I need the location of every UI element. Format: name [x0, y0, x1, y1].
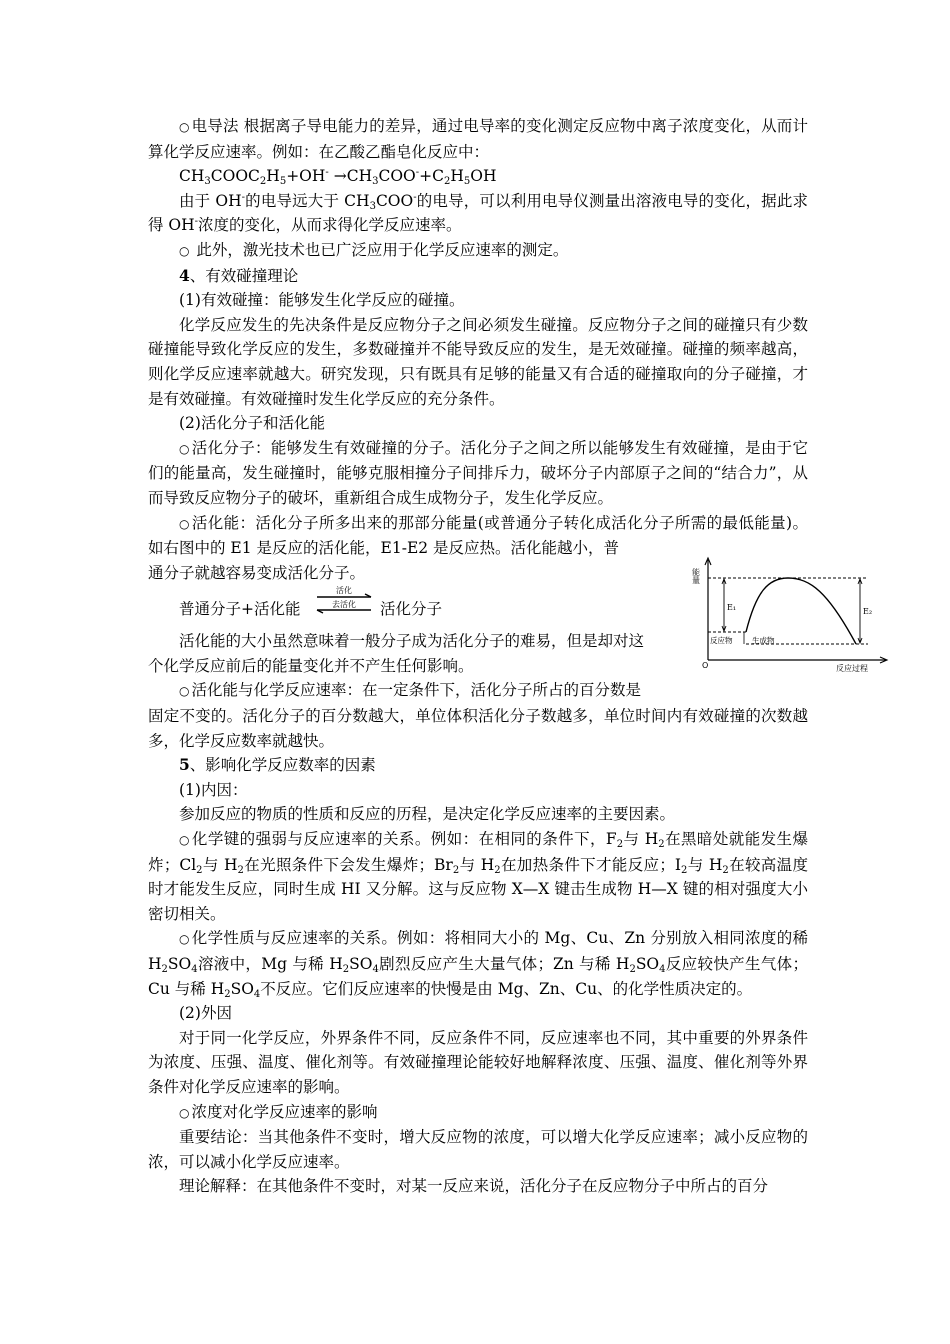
paragraph-external-conditions: 对于同一化学反应，外界条件不同，反应条件不同，反应速率也不同，其中重要的外界条件为浓度、压强、温度、催化剂等。有效碰撞理论能较好地解释浓度、压强、温度、催化剂等外界条件对化学反应速率的影响。: [148, 1028, 808, 1096]
paragraph-internal-cause: (1)内因：: [179, 780, 248, 799]
equilibrium-arrows-icon: [313, 585, 375, 619]
equation-saponification: $CH_3COOC_2H_5+OH^- \to CH_3COO^-+C_2H_5OH$: [179, 167, 497, 188]
x-axis-label: 反应过程: [836, 664, 868, 672]
paragraph-activation-size: 活化能的大小虽然意味着一般分子成为活化分子的难易，但是却对这: [179, 632, 645, 651]
arrow-top-label: 活化: [336, 586, 352, 596]
paragraph-theoretical-explanation: 理论解释：在其他条件不变时，对某一反应来说，活化分子在反应物分子中所占的百分: [179, 1177, 769, 1196]
heading-collision-theory: 4、有效碰撞理论: [179, 265, 299, 285]
paragraph-external-cause: (2)外因: [179, 1004, 232, 1023]
e2-label: E₂: [863, 607, 873, 616]
arrow-bottom-label: 去活化: [332, 600, 356, 610]
paragraph-reaction-nature: 参加反应的物质的性质和反应的历程，是决定化学反应速率的主要因素。: [179, 805, 676, 824]
paragraph-activated-heading: (2)活化分子和活化能: [179, 414, 325, 433]
origin-label: O: [702, 661, 709, 670]
energy-curve: [746, 578, 856, 644]
paragraph-activation-energy: ○ 活化能：活化分子所多出来的那部分能量(或普通分子转化成活化分子所需的最低能量)。如右图中的 E1 是反应的活化能，E1-E2 是反应热。活化能越小，普: [148, 511, 808, 561]
paragraph-activated-molecule: ○ 活化分子：能够发生有效碰撞的分子。活化分子之间之所以能够发生有效碰撞，是由于它们的能量高，发生碰撞时，能够克服相撞分子间排斥力，破坏分子内部原子之间的“结合力”，从而导致反应物分子的破坏，重新组合成生成物分子，发生化学反应。: [148, 436, 808, 511]
reactant-label: 反应物: [710, 636, 733, 645]
paragraph-bond-strength: ○ 化学键的强弱与反应速率的关系。例如：在相同的条件下，$F_2$与 $H_2$在黑暗处就能发生爆炸；$Cl_2$与 $H_2$在光照条件下会发生爆炸；$Br_2$与 $H_2$在加热条件下才能反应；$I_2$与 $H_2$在较高温度时才能发生反应，同时生成 HI 又分解。这与反应物 X—X 键击生成物 H—X 键的相对强度大小密切相关。: [148, 827, 808, 926]
paragraph-important-conclusion: 重要结论：当其他条件不变时，增大反应物的浓度，可以增大化学反应速率；减小反应物的浓，可以减小化学反应速率。: [148, 1128, 808, 1171]
paragraph-activation-energy-end: 通分子就越容易变成活化分子。: [148, 563, 366, 582]
paragraph-collision-conditions: 化学反应发生的先决条件是反应物分子之间必须发生碰撞。反应物分子之间的碰撞只有少数碰撞能导致化学反应的发生，多数碰撞并不能导致反应的发生，是无效碰撞。碰撞的频率越高，则化学反应速率就越大。研究发现，只有既具有足够的能量又有合适的碰撞取向的分子碰撞，才是有效碰撞。有效碰撞时发生化学反应的充分条件。: [148, 315, 808, 408]
e1-label: E₁: [727, 603, 737, 612]
paragraph-activation-rate: ○ 活化能与化学反应速率：在一定条件下，活化分子所占的百分数是: [148, 678, 648, 704]
equilibrium-right: 活化分子: [380, 600, 443, 619]
paragraph-concentration-effect: ○ 浓度对化学反应速率的影响: [148, 1100, 808, 1126]
paragraph-activation-rate-end: 固定不变的。活化分子的百分数越大，单位体积活化分子数越多，单位时间内有效碰撞的次数越多，化学反应数率就越快。: [148, 707, 808, 750]
heading-rate-factors: 5、影响化学反应数率的因素: [179, 755, 376, 775]
product-label: 生成物: [752, 636, 775, 645]
paragraph-oh-conductance: 由于 OH-的电导远大于 $CH_3COO^-$的电导，可以利用电导仪测量出溶液电导的变化，据此求得 OH-浓度的变化，从而求得化学反应速率。: [148, 191, 808, 235]
paragraph-chemical-properties: ○ 化学性质与反应速率的关系。例如：将相同大小的 Mg、Cu、Zn 分别放入相同浓度的稀 $H_2SO_4$溶液中，Mg 与稀 $H_2SO_4$剧烈反应产生大量气体；Zn 与稀 $H_2SO_4$反应较快产生气体；Cu 与稀 $H_2SO_4$不反应。它们反应速率的快慢是由 Mg、Zn、Cu、的化学性质决定的。: [148, 926, 808, 1001]
paragraph-conductivity-method: ○ 电导法 根据离子导电能力的差异，通过电导率的变化测定反应物中离子浓度变化，从而计算化学反应速率。例如：在乙酸乙酯皂化反应中：: [148, 114, 808, 164]
paragraph-laser: ○ 此外，激光技术也已广泛应用于化学反应速率的测定。: [148, 238, 808, 264]
y-axis-label: 能量: [691, 568, 701, 584]
paragraph-effective-collision: (1)有效碰撞：能够发生化学反应的碰撞。: [179, 291, 465, 310]
energy-diagram: [688, 552, 893, 672]
paragraph-activation-size-end: 个化学反应前后的能量变化并不产生任何影响。: [148, 656, 474, 675]
equilibrium-left: 普通分子+活化能: [179, 600, 301, 619]
